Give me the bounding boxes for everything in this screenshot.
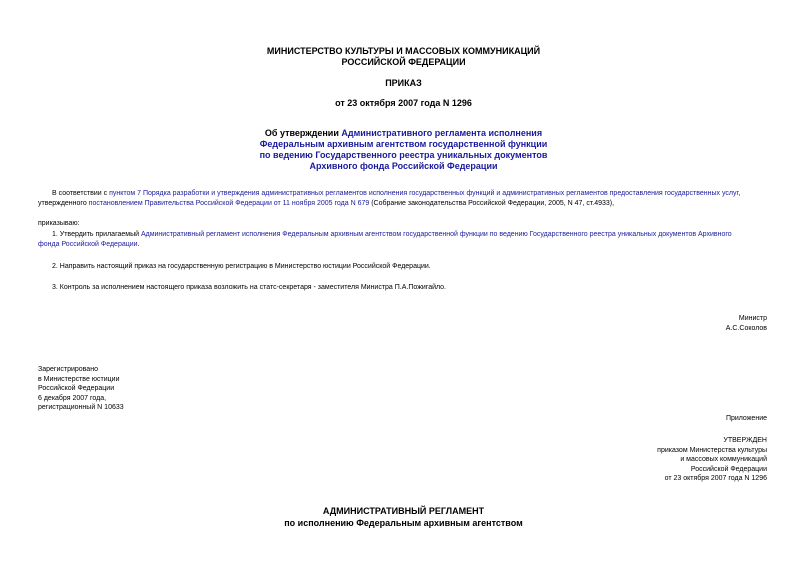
approval-line-2: и массовых коммуникаций bbox=[680, 456, 767, 463]
subject-line-3[interactable]: по ведению Государственного реестра уникальных документов bbox=[259, 150, 548, 160]
doc-date: от 23 октября 2007 года N 1296 bbox=[335, 98, 472, 108]
item-1-regulation-link-cont[interactable]: фонда Российской Федерации bbox=[38, 240, 138, 248]
item-3: 3. Контроль за исполнением настоящего приказа возложить на статс-секретаря - заместителя Министра П.А.Пожигайло. bbox=[52, 284, 446, 291]
regulation-subtitle: по исполнению Федеральным архивным агентством bbox=[284, 518, 523, 528]
item-2: 2. Направить настоящий приказ на государственную регистрацию в Министерство юстиции Российской Федерации. bbox=[52, 263, 431, 270]
preamble-link-procedure[interactable]: пунктом 7 Порядка разработки и утверждения административных регламентов исполнения государственных функций и административных регламентов предоставления государственных услуг bbox=[109, 190, 739, 197]
item-1-suffix: . bbox=[137, 240, 140, 248]
approval-line-4: от 23 октября 2007 года N 1296 bbox=[664, 475, 767, 482]
subject-prefix: Об утверждении bbox=[264, 128, 342, 138]
preamble-text-1: В соответствии с bbox=[52, 190, 110, 197]
registration-line-5: регистрационный N 10633 bbox=[38, 404, 124, 411]
doc-type: ПРИКАЗ bbox=[385, 78, 422, 88]
preamble-link-resolution[interactable]: постановлением Правительства Российской Федерации от 11 ноября 2005 года N 679 bbox=[88, 199, 370, 207]
item-1-prefix: 1. Утвердить прилагаемый bbox=[52, 231, 141, 238]
item-1-regulation-link[interactable]: Административный регламент исполнения Федеральным архивным агентством государственной функции по ведению Государственного реестра уникальных документов Архивного bbox=[140, 231, 732, 238]
appendix-approval bbox=[657, 436, 767, 484]
registration-line-1: Зарегистрировано bbox=[38, 366, 98, 373]
approval-line-1: приказом Министерства культуры bbox=[657, 446, 767, 454]
preamble-paragraph bbox=[38, 189, 768, 208]
order-word: приказываю: bbox=[38, 220, 80, 227]
preamble-text-2: , bbox=[738, 190, 741, 197]
ministry-line-2: РОССИЙСКОЙ ФЕДЕРАЦИИ bbox=[341, 57, 466, 67]
approval-line-3: Российской Федерации bbox=[690, 465, 767, 473]
preamble-text-4: (Собрание законодательства Российской Федерации, 2005, N 47, ст.4933), bbox=[369, 199, 615, 207]
registration-line-2: в Министерстве юстиции bbox=[38, 375, 120, 383]
registration-line-3: Российской Федерации bbox=[38, 385, 115, 392]
regulation-title: АДМИНИСТРАТИВНЫЙ РЕГЛАМЕНТ bbox=[322, 506, 485, 516]
signature-name: А.С.Соколов bbox=[725, 324, 767, 332]
subject-line-4[interactable]: Архивного фонда Российской Федерации bbox=[309, 161, 498, 171]
subject-regulation-link[interactable]: Административного регламента исполнения bbox=[341, 128, 543, 138]
registration-line-4: 6 декабря 2007 года, bbox=[38, 394, 107, 402]
item-1 bbox=[38, 230, 768, 249]
ministry-line-1: МИНИСТЕРСТВО КУЛЬТУРЫ И МАССОВЫХ КОММУНИКАЦИЙ bbox=[266, 46, 541, 56]
doc-subject bbox=[0, 128, 807, 172]
signature-role: Министр bbox=[738, 315, 767, 322]
preamble-text-3: утвержденного bbox=[38, 199, 89, 207]
registration-block bbox=[38, 365, 124, 413]
signature-block bbox=[726, 314, 767, 333]
subject-line-2[interactable]: Федеральным архивным агентством государственной функции bbox=[259, 139, 548, 149]
approved-word: УТВЕРЖДЕН bbox=[723, 437, 767, 444]
ministry-name bbox=[0, 46, 807, 68]
appendix-label: Приложение bbox=[725, 415, 767, 422]
